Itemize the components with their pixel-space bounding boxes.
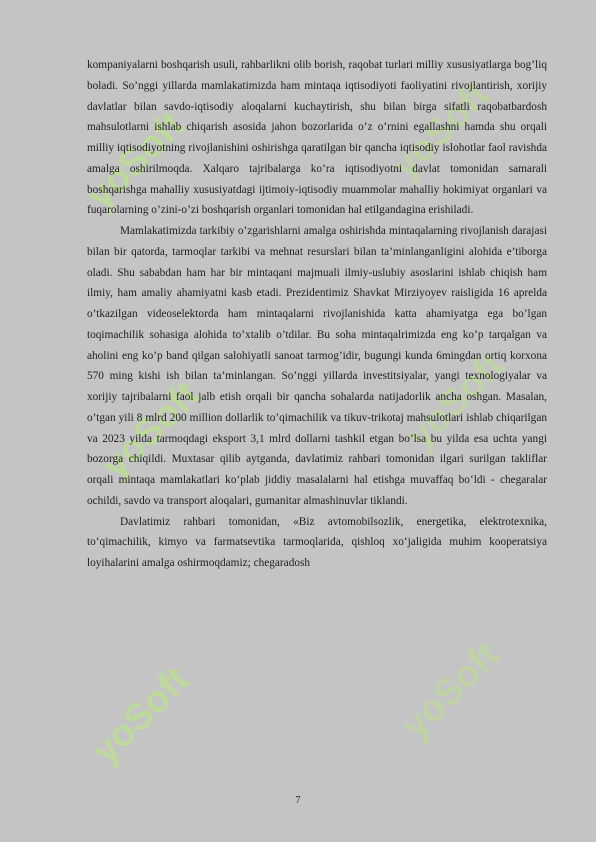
page-number: 7: [295, 795, 301, 806]
watermark-text: yoSoft: [84, 659, 198, 773]
paragraph-1: kompaniyalarni boshqarish usuli, rahbarlikni olib borish, raqobat turlari milliy xususiyatlarga bog’liq boladi. So’nggi yillarda mamlakatimizda ham mintaqa iqtisodiyoti faoliyatini rivojlantirish, xorijiy davlatlar bilan savdo-iqtisodiy aloqalarni kuchaytirish, shu bilan birga sifatli raqobatbardosh mahsulotlarni ishlab chiqarish asosida jahon bozorlarida o’z o’rnini egallashni hamda shu orqali milliy iqtisodiyotning rivojlanishini oshirishga qaratilgan bir qancha iqtisodiy islohotlar faol ravishda amalga oshirilmoqda. Xalqaro tajribalarga ko’ra iqtisodiyotni davlat tomonidan samarali boshqarishga mahalliy xususiyatdagi ijtimoiy-iqtisodiy muammolar mahalliy hokimiyat organlari va fuqarolarning o’zini-o’zi boshqarish organlari tomonidan hal etilgandagina erishiladi.: [87, 59, 547, 217]
paragraph-3: Davlatimiz rahbari tomonidan, «Biz avtomobilsozlik, energetika, elektrotexnika, to‘qimachilik, kimyo va farmatsevtika tarmoqlarida, qishloq xo‘jaligida muhim kooperatsiya loyihalarini amalga oshirmoqdamiz; chegaradosh: [87, 515, 547, 569]
watermark-text: yoSoft: [399, 344, 513, 458]
watermark-text: yoSoft: [394, 634, 508, 748]
watermark-logo: [375, 615, 525, 765]
watermark-text: yoSoft: [384, 74, 498, 188]
watermark-logo: [65, 640, 215, 790]
paragraph-2: Mamlakatimizda tarkibiy o’zgarishlarni amalga oshirishda mintaqalarning rivojlanish darajasi bilan bir qatorda, tarmoqlar tarkibi va mehnat resurslari bilan ta’minlanganligini alohida e’tiborga oladi. Shu sababdan ham har bir mintaqani majmuali ilmiy-uslubiy asoslarini ishlab chiqish ham ilmiy, ham amaliy ahamiyatni kasb etadi. Prezidentimiz Shavkat Mirziyoyev raisligida 16 aprelda o’tkazilgan videoselektorda ham mintaqalarni rivojlanishida katta ahamiyatga ega bo’lgan toqimachilik sohasiga alohida to’xtalib o’tdilar. Bu soha mintaqalrimizda eng ko’p tarqalgan va aholini eng ko’p band qilgan salohiyatli sanoat tarmog’idir, bugungi kunda 6mingdan ortiq korxona 570 ming kishi ish bilan ta’minlangan. So’nggi yillarda investitsiyalar, yangi texnologiyalar va xorijiy tajribalarni faol jalb etish orqali bir qancha sohalarda natijadorlik ancha oshgan. Masalan, o’tgan yili 8 mlrd 200 million dollarlik to’qimachilik va tikuv-trikotaj mahsulotlari ishlab chiqarilgan va 2023 yilda tarmoqdagi eksport 3,1 mlrd dollarni tashkil etgan bo’lsa bu yilda esa uchta yangi bozorga chiqildi. Muxtasar qilib aytganda, davlatimiz rahbari tomonidan ilgari surilgan takliflar orqali mintaqa mamlakatlari ko‘plab jiddiy masalalarni hal etishga muvaffaq bo‘ldi - chegaralar ochildi, savdo va transport aloqalari, gumanitar almashinuvlar tiklandi.: [87, 225, 547, 507]
watermark-text: yoSoft: [79, 104, 193, 218]
watermark-text: yoSoft: [94, 374, 208, 488]
document-body: [87, 55, 547, 574]
